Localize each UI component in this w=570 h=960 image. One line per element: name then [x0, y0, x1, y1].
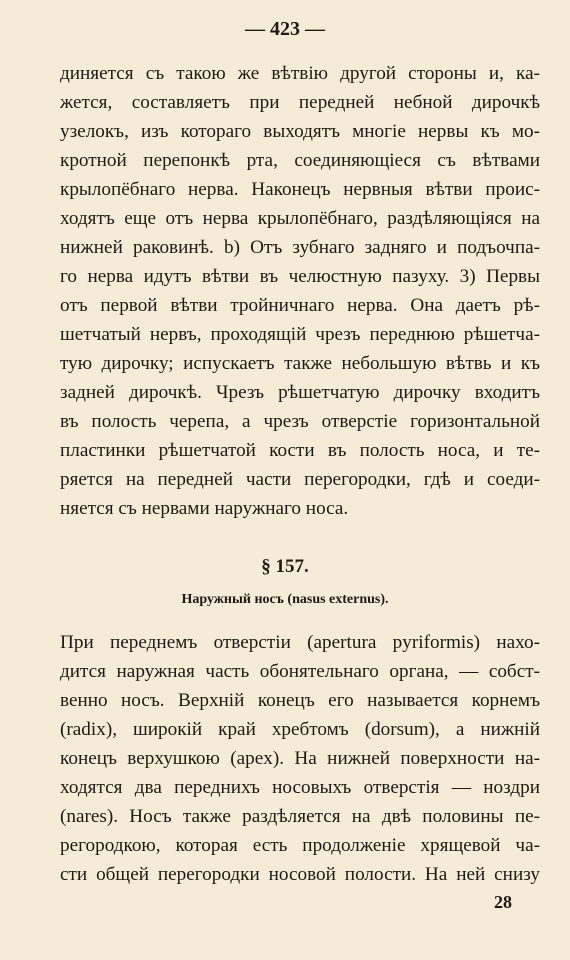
- paragraph-nerves: [60, 59, 540, 523]
- text-line: задней дирочкѣ. Чрезъ рѣшетчатую дирочку входитъ: [60, 382, 540, 403]
- text-line: (nares). Носъ также раздѣляется на двѣ половины пе-: [60, 806, 540, 827]
- text-line: венно носъ. Верхнiй конецъ его называется корнемъ: [60, 690, 540, 711]
- text-line: узелокъ, изъ котораго выходятъ многiе нервы къ мо-: [60, 121, 540, 142]
- text-line: кротной перепонкѣ рта, соединяющiеся съ вѣтвами: [60, 150, 540, 171]
- text-line: шетчатый нервъ, проходящiй чрезъ переднюю рѣшетча-: [60, 324, 540, 345]
- text-line: пластинки рѣшетчатой кости въ полость носа, и те-: [60, 440, 540, 461]
- text-line: жется, составляетъ при передней небной дирочкѣ: [60, 92, 540, 113]
- text-line: (radix), широкiй край хребтомъ (dorsum), а нижнiй: [60, 719, 540, 740]
- text-line: ходятся два переднихъ носовыхъ отверстiя — ноздри: [60, 777, 540, 798]
- paragraph-external-nose: [60, 628, 540, 889]
- text-line: конецъ верхушкою (apex). На нижней поверхности на-: [60, 748, 540, 769]
- text-line: въ полость черепа, а чрезъ отверстiе горизонтальной: [60, 411, 540, 432]
- signature-mark: 28: [494, 892, 512, 912]
- section-title: Наружный носъ (nasus externus).: [181, 592, 389, 607]
- text-line: нижней раковинѣ. b) Отъ зубнаго задняго и подъочпа-: [60, 237, 540, 258]
- text-line: го нерва идутъ вѣтви въ челюстную пазуху. 3) Первы: [60, 266, 540, 287]
- section-number: § 157.: [261, 556, 309, 577]
- text-line: ходятъ еще отъ нерва крылопёбнаго, раздѣляющiяся на: [60, 208, 540, 229]
- text-line: крылопёбнаго нерва. Наконецъ нервныя вѣтви проис-: [60, 179, 540, 200]
- text-line: диняется съ такою же вѣтвiю другой стороны и, ка-: [60, 63, 540, 84]
- text-line: няется съ нервами наружнаго носа.: [60, 498, 349, 519]
- page-number: — 423 —: [245, 18, 325, 40]
- text-line: регородкою, которая есть продолженiе хрящевой ча-: [60, 835, 540, 856]
- text-line: дится наружная часть обонятельнаго органа, — собст-: [60, 661, 540, 682]
- text-line: При переднемъ отверстiи (apertura pyriformis) нахо-: [60, 632, 540, 653]
- text-line: отъ первой вѣтви тройничнаго нерва. Она даетъ рѣ-: [60, 295, 540, 316]
- text-line: тую дирочку; испускаетъ также небольшую вѣтвь и къ: [60, 353, 540, 374]
- text-line: ряется на передней части перегородки, гдѣ и соеди-: [60, 469, 540, 490]
- text-line: сти общей перегородки носовой полости. На ней снизу: [60, 864, 540, 885]
